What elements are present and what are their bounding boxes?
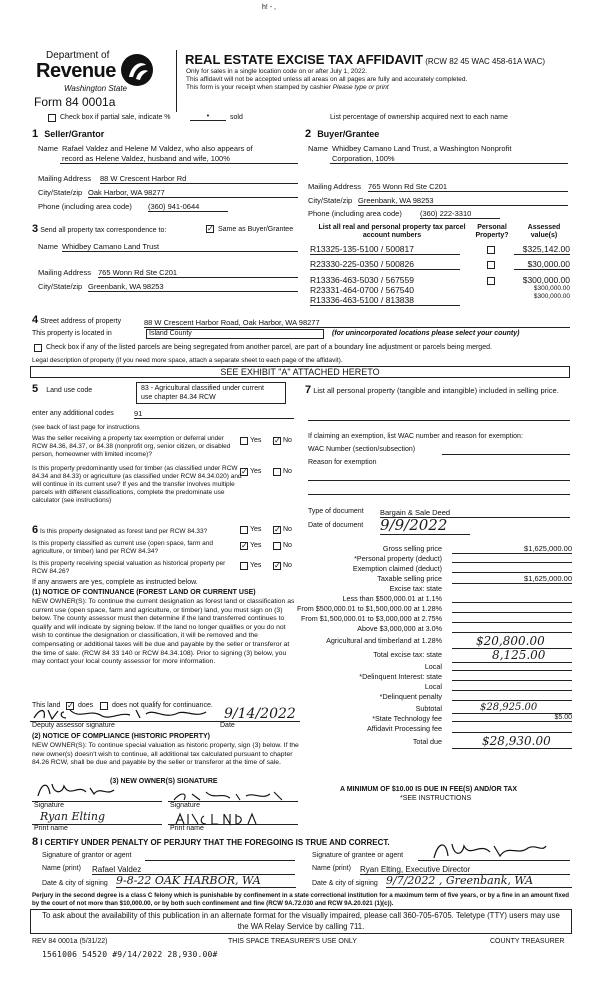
see-instructions: *SEE INSTRUCTIONS [400,795,472,802]
legal-label: Legal description of property (if you need more space, attach a separate sheet to each page of the affidavit). [32,357,343,364]
grantee-sig-label: Signature of grantee or agent [312,852,404,859]
historic-no-checkbox[interactable]: ✓ [274,561,281,570]
calc-value[interactable] [452,692,572,701]
calc-label: *Personal property (deduct) [354,554,442,563]
grantor-name[interactable]: Rafael Valdez [92,865,295,875]
forest-no-checkbox[interactable]: ✓ [274,525,281,534]
title-text: REAL ESTATE EXCISE TAX AFFIDAVIT [185,52,424,67]
buyer-num: 2 [305,128,312,140]
assessor-date[interactable]: 9/14/2022 [224,706,296,722]
calc-label: Subtotal [415,704,442,713]
yes-label: Yes [250,526,262,533]
calc-value[interactable]: $5.00 [452,714,572,722]
calc-value[interactable] [452,564,572,573]
buyer-title: Buyer/Grantee [317,129,380,139]
parcels-col-header-1: List all real and personal property tax parcel account numbers [318,224,466,239]
yes-label: Yes [250,437,262,444]
calc-label: Above $3,000,000 at 3.0% [357,624,442,633]
same-as-buyer-checkbox[interactable]: ✓ [207,224,214,233]
legal-description[interactable]: SEE EXHIBIT "A" ATTACHED HERETO [30,366,570,378]
grantor-name-label: Name (print) [42,865,81,872]
doc-date[interactable]: 9/9/2022 [380,516,470,535]
calc-label: Less than $500,000.01 at 1.1% [342,594,442,603]
additional-codes[interactable]: 91 [134,409,294,419]
calc-label: Agricultural and timberland at 1.28% [326,636,442,645]
parcel-value[interactable]: $325,142.00 [514,244,570,255]
buyer-name-line2[interactable]: Corporation, 100% [332,154,395,163]
landuse-num: 5 [32,383,39,395]
no-label: No [283,437,292,444]
partial-sale-checkbox[interactable] [48,114,56,122]
current-use-question: Is this property classified as current use (open space, farm and agriculture, or timber) land per RCW 84.34? [32,540,214,555]
sold-label: sold [230,114,243,121]
certify-heading [32,836,390,848]
tax-calc-table [296,544,572,748]
calc-value[interactable]: $28,925.00 [452,702,572,714]
doc-type-label: Type of document [308,508,364,515]
grantee-signature[interactable] [430,838,550,862]
print-name-label: Print name [170,825,204,832]
grantee-date-label: Date & city of signing [312,880,378,887]
county-select[interactable]: Island County [146,329,324,339]
partial-sale-value[interactable]: • [190,113,226,121]
current-use-no-checkbox[interactable] [273,542,281,550]
calc-value[interactable] [452,682,572,691]
buyer-name-label: Name [308,144,329,153]
calc-value[interactable] [452,624,572,633]
calc-value[interactable] [452,604,572,613]
calc-value[interactable] [452,662,572,671]
grantor-date[interactable]: 9-8-22 OAK HARBOR, WA [116,874,296,888]
this-land-label: This land [32,702,61,709]
tax-corr-name-label: Name [38,242,59,251]
calc-value[interactable] [452,672,572,681]
personal-property-heading [305,386,571,395]
tax-corr-city[interactable]: Greenbank, WA 98253 [88,282,298,292]
calc-value[interactable]: $1,625,000.00 [452,544,572,554]
calc-label: Gross selling price [382,544,442,553]
calc-value[interactable]: $20,800.00 [452,634,572,649]
tax-corr-city-label: City/State/zip [38,282,83,291]
note-1: Only for sales in a single location code on or after July 1, 2022. [186,68,368,75]
form-title [185,52,545,67]
note-3-text: This form is your receipt when stamped by cashier [186,84,331,91]
landuse-label: Land use code [46,387,93,394]
assessor-sig-label: Deputy assessor signature [32,722,115,729]
yes-label: Yes [250,542,262,549]
note-2: This affidavit will not be accepted unless all areas on all pages are fully and accurately completed. [186,76,468,83]
calc-label: Excise tax: state [389,584,442,593]
minimum-note: A MINIMUM OF $10.00 IS DUE IN FEE(S) AND/OR TAX [340,786,518,793]
parcel-row[interactable]: R13336-463-5030 / 567559 [310,275,414,285]
current-use-yes-checkbox[interactable]: ✓ [241,541,248,550]
tax-corr-name[interactable]: Whidbey Camano Land Trust [62,242,298,252]
seller-mail[interactable]: 88 W Crescent Harbor Rd [100,174,298,184]
calc-label: Total due [412,737,442,746]
calc-value[interactable] [452,594,572,603]
tax-corr-heading [32,223,166,235]
property-num: 4 [32,314,39,326]
seller-name-label: Name [38,144,59,153]
print-name-label: Print name [34,825,68,832]
calc-label: Affidavit Processing fee [367,724,442,733]
doc-date-label: Date of document [308,522,364,529]
treasurer-only: THIS SPACE TREASURER'S USE ONLY [228,938,357,945]
form-number: Form 84 0001a [34,95,116,109]
landuse-code-select[interactable] [136,382,286,404]
note-3-italic: Please type or print [332,84,389,91]
receipt-stamp: 1561006 54520 #9/14/2022 28,930.00# [42,950,218,959]
partial-sale-label: Check box if partial sale, indicate % [60,114,171,121]
calc-label: From $500,000.01 to $1,500,000.00 at 1.28% [296,604,442,613]
buyer-mail-label: Mailing Address [308,182,361,191]
exemption-label: If claiming an exemption, list WAC number and reason for exemption: [308,433,523,440]
forest-question-text: Is this property designated as forest land per RCW 84.33? [39,528,208,535]
calc-value[interactable]: 8,125.00 [452,648,572,663]
grantee-name[interactable]: Ryan Elting, Executive Director [360,865,570,875]
logo-emblem-icon [120,53,154,87]
parcel-row[interactable]: R13336-463-5100 / 813838 [310,295,460,306]
grantee-date[interactable]: 9/7/2022 , Greenbank, WA [386,874,572,888]
does-not-label: does not qualify for continuance. [112,702,213,709]
sec7-num: 7 [305,384,312,396]
calc-label: From $1,500,000.01 to $3,000,000 at 2.75% [300,614,442,623]
parcel-value[interactable]: $30,000.00 [514,259,570,270]
calc-value[interactable] [452,614,572,623]
wac-label: WAC Number (section/subsection) [308,446,416,453]
seller-name-line2[interactable]: record as Helene Valdez, husband and wife, 100% [62,154,230,163]
grantor-sig-label: Signature of grantor or agent [42,852,132,859]
landuse-code-line1: 83 - Agricultural classified under current [141,385,264,392]
dor-logo [36,50,176,100]
calc-value[interactable] [452,724,572,733]
personal-property-checkbox[interactable] [487,261,495,269]
yes-label: Yes [250,562,262,569]
sec8-num: 8 [32,836,39,848]
print-name-1[interactable]: Ryan Elting [40,810,106,823]
parcel-value[interactable]: $300,000.00 [533,285,570,292]
calc-value[interactable] [452,554,572,563]
doc-type[interactable]: Bargain & Sale Deed [380,508,570,518]
personal-property-label: List all personal property (tangible and intangible) included in selling price. [313,386,559,395]
does-label: does [78,702,94,709]
seller-num: 1 [32,128,39,140]
property-heading [32,314,121,326]
county-treasurer: COUNTY TREASURER [490,938,565,945]
assessor-signature[interactable] [30,706,210,722]
buyer-city[interactable]: Greenbank, WA 98253 [358,196,568,206]
calc-value[interactable]: $28,930.00 [452,734,572,749]
parcels-col-header-2: Personal Property? [475,224,509,239]
buyer-phone[interactable]: (360) 222-3310 [420,209,500,219]
seller-phone[interactable]: (360) 941-0644 [148,202,228,212]
calc-label: Exemption claimed (deduct) [352,564,442,573]
grantee-name-label: Name (print) [312,865,351,872]
calc-label: Local [424,682,442,691]
seller-city[interactable]: Oak Harbor, WA 98277 [88,188,298,198]
calc-value[interactable]: $1,625,000.00 [452,574,572,584]
buyer-phone-label: Phone (including area code) [308,209,402,218]
calc-label: Total excise tax: state [373,650,442,659]
signature-label: Signature [170,802,200,809]
perjury-note: Perjury in the second degree is a class C felony which is punishable by confinement in a state correctional institution for a maximum term of five years, or by a fine in an amount fixed by the court of not more than $10,000.00, or by both such confinement and fine (RCW 9A.72.030 and RCW 9A.20.021 (1)(c)). [32,892,570,907]
personal-property-checkbox[interactable] [487,277,495,285]
segregated-label: Check box if any of the listed parcels are being segregated from another parcel, are part of a boundary line adjustment or parcels being merged. [46,344,492,351]
no-label: No [283,526,292,533]
logo-dept-of: Department of [46,50,110,61]
yes-label: Yes [250,468,262,475]
forest-yes-checkbox[interactable] [240,526,248,534]
tax-corr-label: Send all property tax correspondence to: [40,227,167,234]
buyer-mail[interactable]: 765 Wonn Rd Ste C201 [368,182,568,192]
timber-no-checkbox[interactable] [273,468,281,476]
parcel-value[interactable]: $300,000.00 [533,293,570,300]
historic-heading: (2) NOTICE OF COMPLIANCE (HISTORIC PROPERTY) [32,733,210,740]
assessor-date-label: Date [220,722,235,729]
no-label: No [283,542,292,549]
accessibility-note: To ask about the availability of this publication in an alternate format for the visually impaired, please call 360-705-6705. Teletype (TTY) users may use the WA Relay Service by calling 711. [30,909,572,934]
continuance-text: NEW OWNER(S): To continue the current designation as forest land or classification as current use (open space, farm and agriculture, or timber) land, you must sign on (3) below. The county assessor must then determine if the land transferred continues to qualify and will indicate by signing below. If the land no longer qualifies or you do not wish to continue the designation or classification, it will be removed and the compensating or additional taxes will be due and payable by the seller or transferor at the time of sale. (RCW 84 33 140 or RCW 84.34.108). Prior to signing (3) below, you may contact your local county assessor for more information. [32,598,295,666]
title-rcw: (RCW 82 45 WAC 458-61A WAC) [425,57,546,66]
seller-phone-label: Phone (including area code) [38,202,132,211]
top-mark: h! - , [262,4,277,11]
logo-state: Washington State [64,84,128,93]
ownership-note: List percentage of ownership acquired next to each name [330,114,508,121]
does-checkbox[interactable]: ✓ [67,701,74,710]
parcels-col-header-3: Assessed value(s) [527,224,561,239]
tax-corr-mail[interactable]: 765 Wonn Rd Ste C201 [98,268,298,278]
unincorp-note: (for unincorporated locations please select your county) [332,330,520,337]
timber-question: Is this property predominantly used for timber (as classified under RCW 84.34 and 84.33) or agriculture (as classified under RCW 84.34.020) and will continue in its current use? If yes and the transfer involves multiple parcels with different classifications, complete the predominate use calculator (see instructions) [32,465,242,504]
parcel-row[interactable]: R23330-225-0350 / 500826 [310,259,460,270]
forest-question [32,526,242,536]
timber-yes-checkbox[interactable]: ✓ [241,467,248,476]
seller-city-label: City/State/zip [38,188,83,197]
logo-revenue: Revenue [36,60,116,82]
street-address[interactable]: 88 W Crescent Harbor Road, Oak Harbor, WA 98277 [144,318,570,328]
note-3 [186,84,389,91]
buyer-name-line1[interactable]: Whidbey Camano Land Trust, a Washington Nonprofit [332,144,512,153]
calc-label: Taxable selling price [377,574,442,583]
historic-question: Is this property receiving special valuation as historical property per RCW 84.26? [32,560,226,575]
sec6-num: 6 [32,524,39,536]
reason-label: Reason for exemption [308,459,377,466]
located-label: This property is located in [32,330,112,337]
exemption-yes-checkbox[interactable] [240,437,248,445]
form-revision: REV 84 0001a (5/31/22) [32,938,108,945]
continuance-heading: (1) NOTICE OF CONTINUANCE (FOREST LAND OR CURRENT USE) [32,589,256,596]
segregated-checkbox[interactable] [34,344,42,352]
landuse-code-line2: use chapter 84.34 RCW [141,394,216,401]
calc-label: Local [424,662,442,671]
seller-mail-label: Mailing Address [38,174,91,183]
exemption-no-checkbox[interactable]: ✓ [274,436,281,445]
tax-corr-mail-label: Mailing Address [38,268,91,277]
certify-text: I CERTIFY UNDER PENALTY OF PERJURY THAT THE FOREGOING IS TRUE AND CORRECT. [40,838,390,847]
buyer-heading [305,128,379,140]
historic-yes-checkbox[interactable] [240,562,248,570]
signature-label: Signature [34,802,64,809]
calc-label: *Delinquent penalty [379,692,442,701]
buyer-city-label: City/State/zip [308,196,353,205]
parcel-value[interactable]: $300,000.00 [522,275,570,285]
historic-text: NEW OWNER(S): To continue special valuation as historic property, sign (3) below. If the new owner(s) doesn't wish to continue, all additional tax calculated pursuant to chapter 84.26 RCW, shall be due and payable by the seller or transferor at the time of sale. [32,742,299,767]
street-label: Street address of property [40,318,122,325]
new-owner-heading: (3) NEW OWNER(S) SIGNATURE [110,778,218,785]
parcel-row[interactable]: R23331-464-0700 / 567540 [310,285,414,295]
same-as-buyer-label: Same as Buyer/Grantee [218,226,294,233]
see-back-note: (see back of last page for instructions [32,424,140,431]
personal-property-checkbox[interactable] [487,246,495,254]
answers-note: If any answers are yes, complete as instructed below. [32,579,198,586]
parcel-row[interactable]: R13325-135-5100 / 500817 [310,244,460,255]
calc-label: *Delinquent Interest: state [359,672,442,681]
seller-title: Seller/Grantor [44,129,105,139]
seller-name-line1[interactable]: Rafael Valdez and Helene M Valdez, who also appears of [62,144,253,153]
landuse-heading [32,383,92,395]
seller-heading [32,128,104,140]
no-label: No [283,468,292,475]
new-owner-signature-1[interactable] [34,780,134,800]
no-label: No [283,562,292,569]
additional-codes-label: enter any additional codes [32,410,114,417]
exemption-question: Was the seller receiving a property tax exemption or deferral under RCW 84.36, 84.37, or 84.38 (nonprofit org, senior citizen, or disabled person, homeowner with limited income)? [32,435,231,458]
calc-label: *State Technology fee [372,714,442,723]
grantor-date-label: Date & city of signing [42,880,108,887]
tax-corr-num: 3 [32,223,39,235]
